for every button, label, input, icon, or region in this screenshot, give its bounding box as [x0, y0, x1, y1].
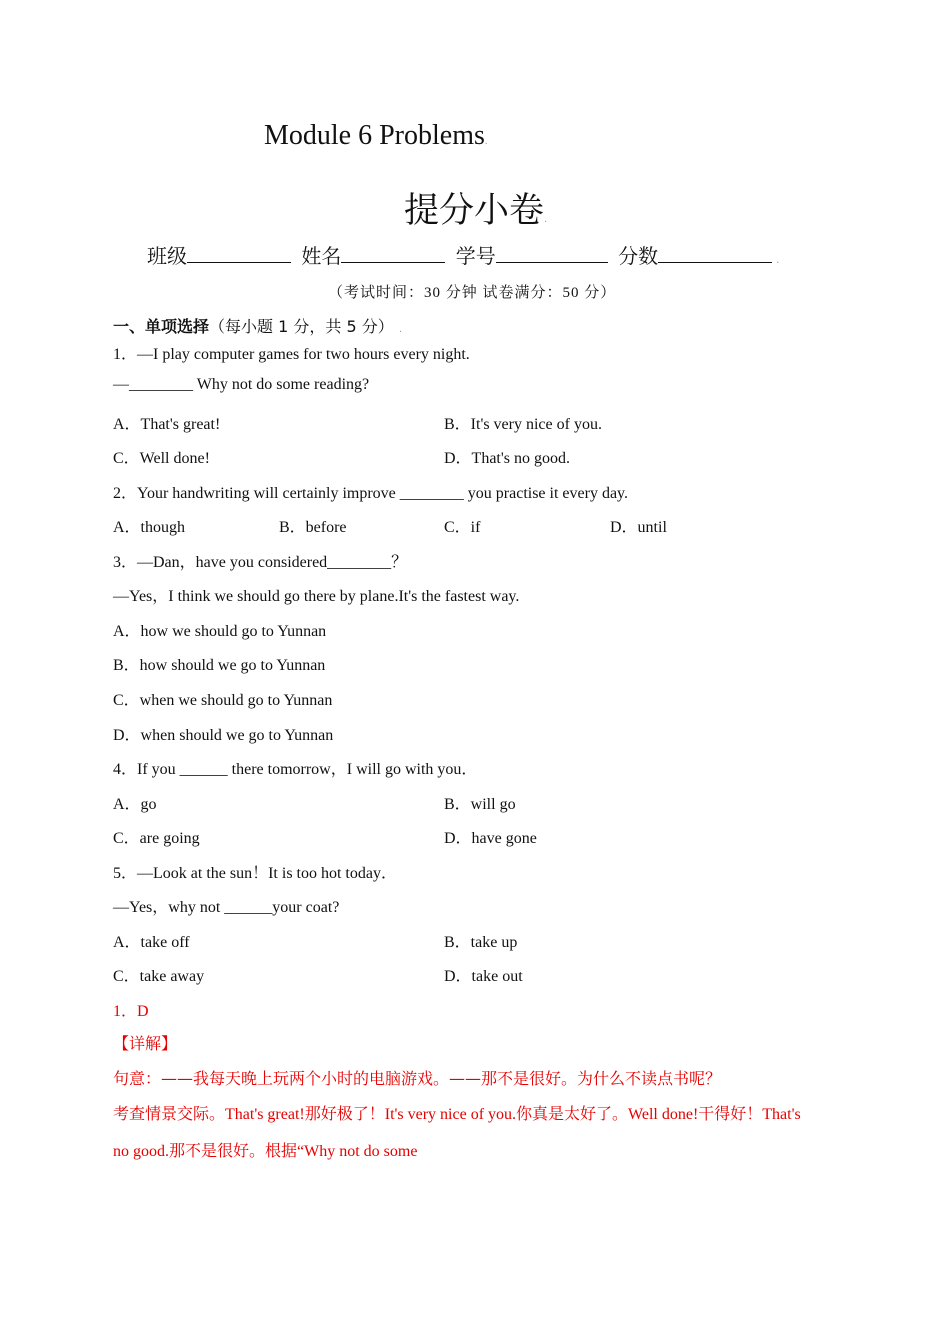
q2-option-d: D．until — [610, 519, 667, 536]
q5-option-c: C．take away — [113, 968, 205, 985]
q4-option-c: C．are going — [113, 830, 200, 847]
answer-detail-label: 【详解】 — [113, 1034, 178, 1053]
student-info-line: 班级 姓名 学号 分数 . — [147, 244, 780, 268]
q2-option-a: A．though — [113, 519, 186, 536]
q4-option-a: A．go — [113, 796, 157, 813]
q1-reply: —________ Why not do some reading? — [113, 376, 370, 393]
answer-number: 1．D — [113, 1003, 149, 1020]
q2-stem: 2．Your handwriting will certainly improve ________ you practise it every day. — [113, 485, 629, 502]
q1-option-b: B．It's very nice of you. — [444, 416, 602, 433]
field-name-label: 姓名 — [301, 244, 342, 268]
q3-option-c: C．when we should go to Yunnan — [113, 692, 333, 709]
page-subtitle: 提分小卷. — [404, 191, 548, 231]
answer-analysis-line-2: no good.那不是很好。根据“Why not do some — [113, 1143, 418, 1160]
q3-reply: —Yes，I think we should go there by plane.It's the fastest way. — [113, 588, 520, 605]
q2-option-c: C．if — [444, 519, 481, 536]
field-id-blank — [496, 244, 608, 263]
q5-reply: —Yes，why not ______your coat? — [113, 899, 340, 916]
exam-time-note: （考试时间：30 分钟 试卷满分：50 分） — [328, 285, 617, 301]
q5-option-b: B．take up — [444, 934, 518, 951]
answer-analysis-line-1: 考查情景交际。That's great!那好极了！It's very nice of you.你真是太好了。Well done!干得好！That's — [113, 1106, 801, 1123]
q5-option-a: A．take off — [113, 934, 190, 951]
q5-option-d: D．take out — [444, 968, 523, 985]
answer-meaning: 句意：——我每天晚上玩两个小时的电脑游戏。——那不是很好。为什么不读点书呢？ — [113, 1069, 722, 1088]
field-name-blank — [341, 244, 445, 263]
q4-stem: 4．If you ______ there tomorrow，I will go with you． — [113, 761, 478, 778]
section-title: 一、单项选择 — [113, 317, 210, 336]
q3-option-d: D．when should we go to Yunnan — [113, 727, 334, 744]
q4-option-b: B．will go — [444, 796, 516, 813]
field-class-blank — [187, 244, 291, 263]
q1-option-c: C．Well done! — [113, 450, 210, 467]
q2-option-b: B．before — [279, 519, 347, 536]
section-heading: 一、单项选择（每小题 1 分，共 5 分） . — [113, 317, 403, 336]
q5-stem: 5．—Look at the sun！It is too hot today． — [113, 865, 397, 882]
q1-option-a: A．That's great! — [113, 416, 221, 433]
page-title: Module 6 Problems. — [264, 120, 488, 151]
q1-stem: 1．—I play computer games for two hours every night. — [113, 346, 470, 363]
field-score-blank — [658, 244, 772, 263]
q4-option-d: D．have gone — [444, 830, 537, 847]
field-score-label: 分数 — [618, 244, 659, 268]
q3-option-b: B．how should we go to Yunnan — [113, 657, 326, 674]
q3-option-a: A．how we should go to Yunnan — [113, 623, 327, 640]
q3-stem: 3．—Dan，have you considered________？ — [113, 554, 408, 571]
q1-option-d: D．That's no good. — [444, 450, 570, 467]
field-id-label: 学号 — [455, 244, 496, 268]
section-note: （每小题 1 分，共 5 分） — [209, 317, 394, 336]
field-class-label: 班级 — [147, 244, 187, 268]
